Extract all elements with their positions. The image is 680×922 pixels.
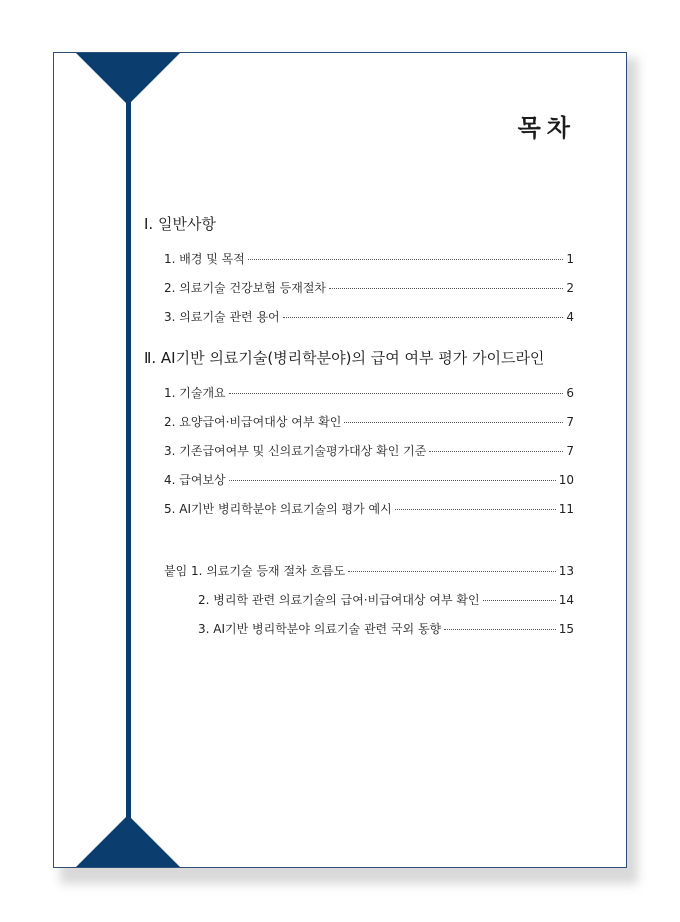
appendix-entry-page: 14 bbox=[558, 593, 574, 607]
toc-entry-page: 11 bbox=[558, 502, 574, 516]
toc-entry-page: 10 bbox=[558, 473, 574, 487]
toc-entry-label: 1. 배경 및 목적 bbox=[164, 252, 245, 266]
section-heading-guideline: Ⅱ. AI기반 의료기술(병리학분야)의 급여 여부 평가 가이드라인 bbox=[144, 349, 545, 367]
toc-entry[interactable] bbox=[164, 250, 574, 267]
toc-entry-label: 1. 기술개요 bbox=[164, 386, 226, 400]
toc-entry[interactable] bbox=[164, 308, 574, 325]
appendix-entry-page: 15 bbox=[558, 622, 574, 636]
toc-entry-label: 3. 의료기술 관련 용어 bbox=[164, 310, 280, 324]
toc-entry-page: 4 bbox=[566, 310, 574, 324]
decorative-top-triangle bbox=[76, 53, 180, 105]
decorative-bottom-triangle bbox=[76, 815, 180, 867]
toc-entry[interactable] bbox=[164, 500, 574, 517]
dot-leader bbox=[444, 629, 556, 630]
toc-entry-label: 2. 요양급여·비급여대상 여부 확인 bbox=[164, 415, 342, 429]
toc-entry[interactable] bbox=[164, 279, 574, 296]
dot-leader bbox=[483, 600, 556, 601]
toc-entry[interactable] bbox=[164, 384, 574, 401]
dot-leader bbox=[229, 480, 556, 481]
appendix-entry[interactable] bbox=[198, 591, 574, 608]
dot-leader bbox=[429, 451, 563, 452]
toc-entry[interactable] bbox=[164, 413, 574, 430]
toc-entry-page: 7 bbox=[566, 444, 574, 458]
toc-entry-page: 6 bbox=[566, 386, 574, 400]
section-heading-general: Ⅰ. 일반사항 bbox=[144, 215, 216, 233]
toc-title: 목차 bbox=[517, 114, 576, 142]
toc-frame bbox=[53, 52, 627, 868]
toc-entry-label: 5. AI기반 병리학분야 의료기술의 평가 예시 bbox=[164, 502, 392, 516]
appendix-entry-label: 3. AI기반 병리학분야 의료기술 관련 국외 동향 bbox=[198, 622, 442, 636]
appendix-entry-label: 2. 병리학 관련 의료기술의 급여·비급여대상 여부 확인 bbox=[198, 593, 480, 607]
dot-leader bbox=[395, 509, 556, 510]
toc-entry-page: 2 bbox=[566, 281, 574, 295]
toc-entry-label: 2. 의료기술 건강보험 등재절차 bbox=[164, 281, 326, 295]
dot-leader bbox=[344, 422, 563, 423]
appendix-entry-label: 붙임 1. 의료기술 등재 절차 흐름도 bbox=[164, 564, 346, 578]
appendix-entry[interactable] bbox=[164, 562, 574, 579]
toc-entry[interactable] bbox=[164, 471, 574, 488]
toc-entry-label: 4. 급여보상 bbox=[164, 473, 226, 487]
toc-entry-page: 1 bbox=[566, 252, 574, 266]
appendix-entry[interactable] bbox=[198, 620, 574, 637]
toc-entry[interactable] bbox=[164, 442, 574, 459]
dot-leader bbox=[329, 288, 563, 289]
dot-leader bbox=[248, 259, 564, 260]
dot-leader bbox=[348, 571, 556, 572]
appendix-entry-page: 13 bbox=[558, 564, 574, 578]
dot-leader bbox=[229, 393, 564, 394]
dot-leader bbox=[283, 317, 564, 318]
toc-entry-page: 7 bbox=[566, 415, 574, 429]
toc-entry-label: 3. 기존급여여부 및 신의료기술평가대상 확인 기준 bbox=[164, 444, 427, 458]
decorative-spine-bar bbox=[126, 93, 131, 833]
